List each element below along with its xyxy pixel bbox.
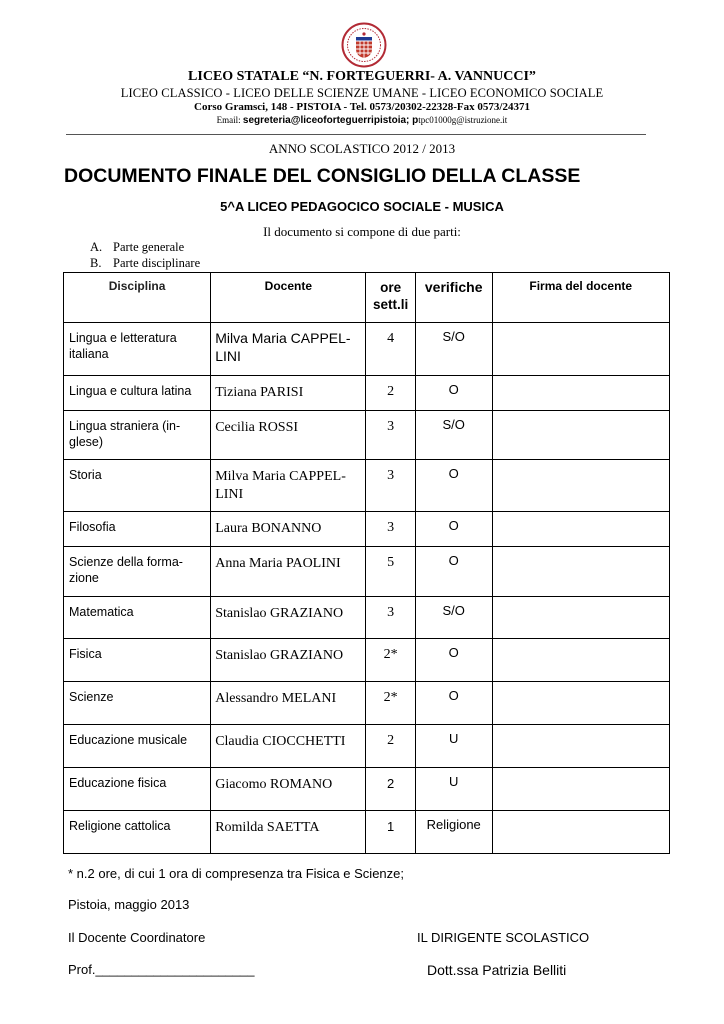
table-row — [64, 547, 670, 597]
table-row — [64, 682, 670, 725]
header-teacher: Docente — [211, 273, 366, 323]
hours-cell: 2 — [366, 768, 415, 811]
checks-cell: S/O — [415, 411, 492, 460]
subject-cell: Religione cattolica — [64, 811, 211, 854]
place-date: Pistoia, maggio 2013 — [68, 897, 190, 912]
subject-cell: Scienze — [64, 682, 211, 725]
table-row — [64, 512, 670, 547]
hours-cell: 1 — [366, 811, 415, 854]
subject-cell: Matematica — [64, 597, 211, 639]
part-letter: A. — [90, 240, 103, 254]
part-label: Parte disciplinare — [113, 256, 201, 270]
checks-cell: Religione — [415, 811, 492, 854]
signature-cell[interactable] — [492, 768, 670, 811]
email-alt-link[interactable]: tpc01000g@istruzione.it — [418, 115, 508, 125]
part-letter: B. — [90, 256, 102, 270]
subject-cell: Educazione musicale — [64, 725, 211, 768]
coordinator-label: Il Docente Coordinatore — [68, 930, 206, 945]
signature-cell[interactable] — [492, 682, 670, 725]
school-email — [0, 115, 724, 126]
teacher-cell: Milva Maria CAPPEL-LINI — [211, 323, 366, 376]
signature-cell[interactable] — [492, 725, 670, 768]
signature-cell[interactable] — [492, 811, 670, 854]
school-type: LICEO CLASSICO - LICEO DELLE SCIENZE UMANE - LICEO ECONOMICO SOCIALE — [120, 86, 604, 100]
checks-cell: U — [415, 768, 492, 811]
table-row — [64, 323, 670, 376]
principal-name: Dott.ssa Patrizia Belliti — [427, 962, 567, 978]
table-row — [64, 376, 670, 411]
signature-cell[interactable] — [492, 411, 670, 460]
checks-cell: O — [415, 682, 492, 725]
signature-cell[interactable] — [492, 597, 670, 639]
hours-cell: 2 — [366, 725, 415, 768]
document-title: DOCUMENTO FINALE DEL CONSIGLIO DELLA CLASSE — [64, 165, 581, 187]
subject-cell: Lingua e letteratura italiana — [64, 323, 211, 376]
table-header-row — [64, 273, 670, 323]
part-item — [90, 255, 200, 271]
checks-cell: S/O — [415, 323, 492, 376]
signature-cell[interactable] — [492, 512, 670, 547]
principal-title: IL DIRIGENTE SCOLASTICO — [417, 930, 590, 945]
footnote: * n.2 ore, di cui 1 ora di compresenza tra Fisica e Scienze; — [68, 866, 404, 881]
email-label: Email: — [216, 115, 241, 125]
header-divider — [66, 134, 646, 135]
teacher-cell: Laura BONANNO — [211, 512, 366, 547]
coordinator-signature-line[interactable]: Prof.______________________ — [68, 962, 255, 977]
email-main-link[interactable]: segreteria@liceoforteguerripistoia; p — [242, 115, 419, 126]
hours-cell: 2* — [366, 639, 415, 682]
checks-cell: O — [415, 512, 492, 547]
checks-cell: S/O — [415, 597, 492, 639]
teacher-cell: Cecilia ROSSI — [211, 411, 366, 460]
checks-cell: O — [415, 639, 492, 682]
teacher-cell: Stanislao GRAZIANO — [211, 639, 366, 682]
subject-cell: Lingua straniera (in-glese) — [64, 411, 211, 460]
teacher-cell: Milva Maria CAPPEL-LINI — [211, 460, 366, 512]
hours-cell: 4 — [366, 323, 415, 376]
checks-cell: O — [415, 547, 492, 597]
table-row — [64, 597, 670, 639]
hours-cell: 2 — [366, 376, 415, 411]
table-row — [64, 460, 670, 512]
teacher-cell: Giacomo ROMANO — [211, 768, 366, 811]
header-hours-line2: sett.li — [373, 297, 409, 312]
table-row — [64, 768, 670, 811]
signature-cell[interactable] — [492, 460, 670, 512]
subjects-table — [63, 272, 670, 854]
hours-cell: 3 — [366, 597, 415, 639]
subject-cell: Educazione fisica — [64, 768, 211, 811]
checks-cell: U — [415, 725, 492, 768]
checks-cell: O — [415, 376, 492, 411]
subject-cell: Fisica — [64, 639, 211, 682]
table-row — [64, 411, 670, 460]
signature-cell[interactable] — [492, 323, 670, 376]
subject-cell: Scienze della forma-zione — [64, 547, 211, 597]
signature-cell[interactable] — [492, 639, 670, 682]
subject-cell: Storia — [64, 460, 211, 512]
part-label: Parte generale — [113, 240, 185, 254]
school-year: ANNO SCOLASTICO 2012 / 2013 — [268, 141, 456, 156]
teacher-cell: Tiziana PARISI — [211, 376, 366, 411]
table-row — [64, 811, 670, 854]
hours-cell: 3 — [366, 460, 415, 512]
hours-cell: 3 — [366, 512, 415, 547]
hours-cell: 5 — [366, 547, 415, 597]
subject-cell: Lingua e cultura latina — [64, 376, 211, 411]
header-checks: verifiche — [415, 273, 492, 323]
teacher-cell: Anna Maria PAOLINI — [211, 547, 366, 597]
subject-cell: Filosofia — [64, 512, 211, 547]
checks-cell: O — [415, 460, 492, 512]
teacher-cell: Romilda SAETTA — [211, 811, 366, 854]
teacher-cell: Claudia CIOCCHETTI — [211, 725, 366, 768]
document-parts-list — [90, 239, 200, 271]
hours-cell: 2* — [366, 682, 415, 725]
composition-intro: Il documento si compone di due parti: — [263, 224, 461, 239]
school-seal-logo — [341, 22, 387, 68]
table-row — [64, 725, 670, 768]
header-hours-line1: ore — [380, 280, 402, 295]
school-name: LICEO STATALE “N. FORTEGUERRI- A. VANNUCCI” — [188, 69, 536, 84]
school-address: Corso Gramsci, 148 - PISTOIA - Tel. 0573/20302-22328-Fax 0573/24371 — [194, 101, 530, 113]
header-signature: Firma del docente — [492, 273, 670, 323]
class-label: 5^A LICEO PEDAGOCICO SOCIALE - MUSICA — [220, 199, 504, 214]
part-item — [90, 239, 200, 255]
signature-cell[interactable] — [492, 376, 670, 411]
table-row — [64, 639, 670, 682]
header-discipline: Disciplina — [64, 273, 211, 323]
teacher-cell: Stanislao GRAZIANO — [211, 597, 366, 639]
signature-cell[interactable] — [492, 547, 670, 597]
header-hours — [366, 273, 415, 323]
teacher-cell: Alessandro MELANI — [211, 682, 366, 725]
hours-cell: 3 — [366, 411, 415, 460]
